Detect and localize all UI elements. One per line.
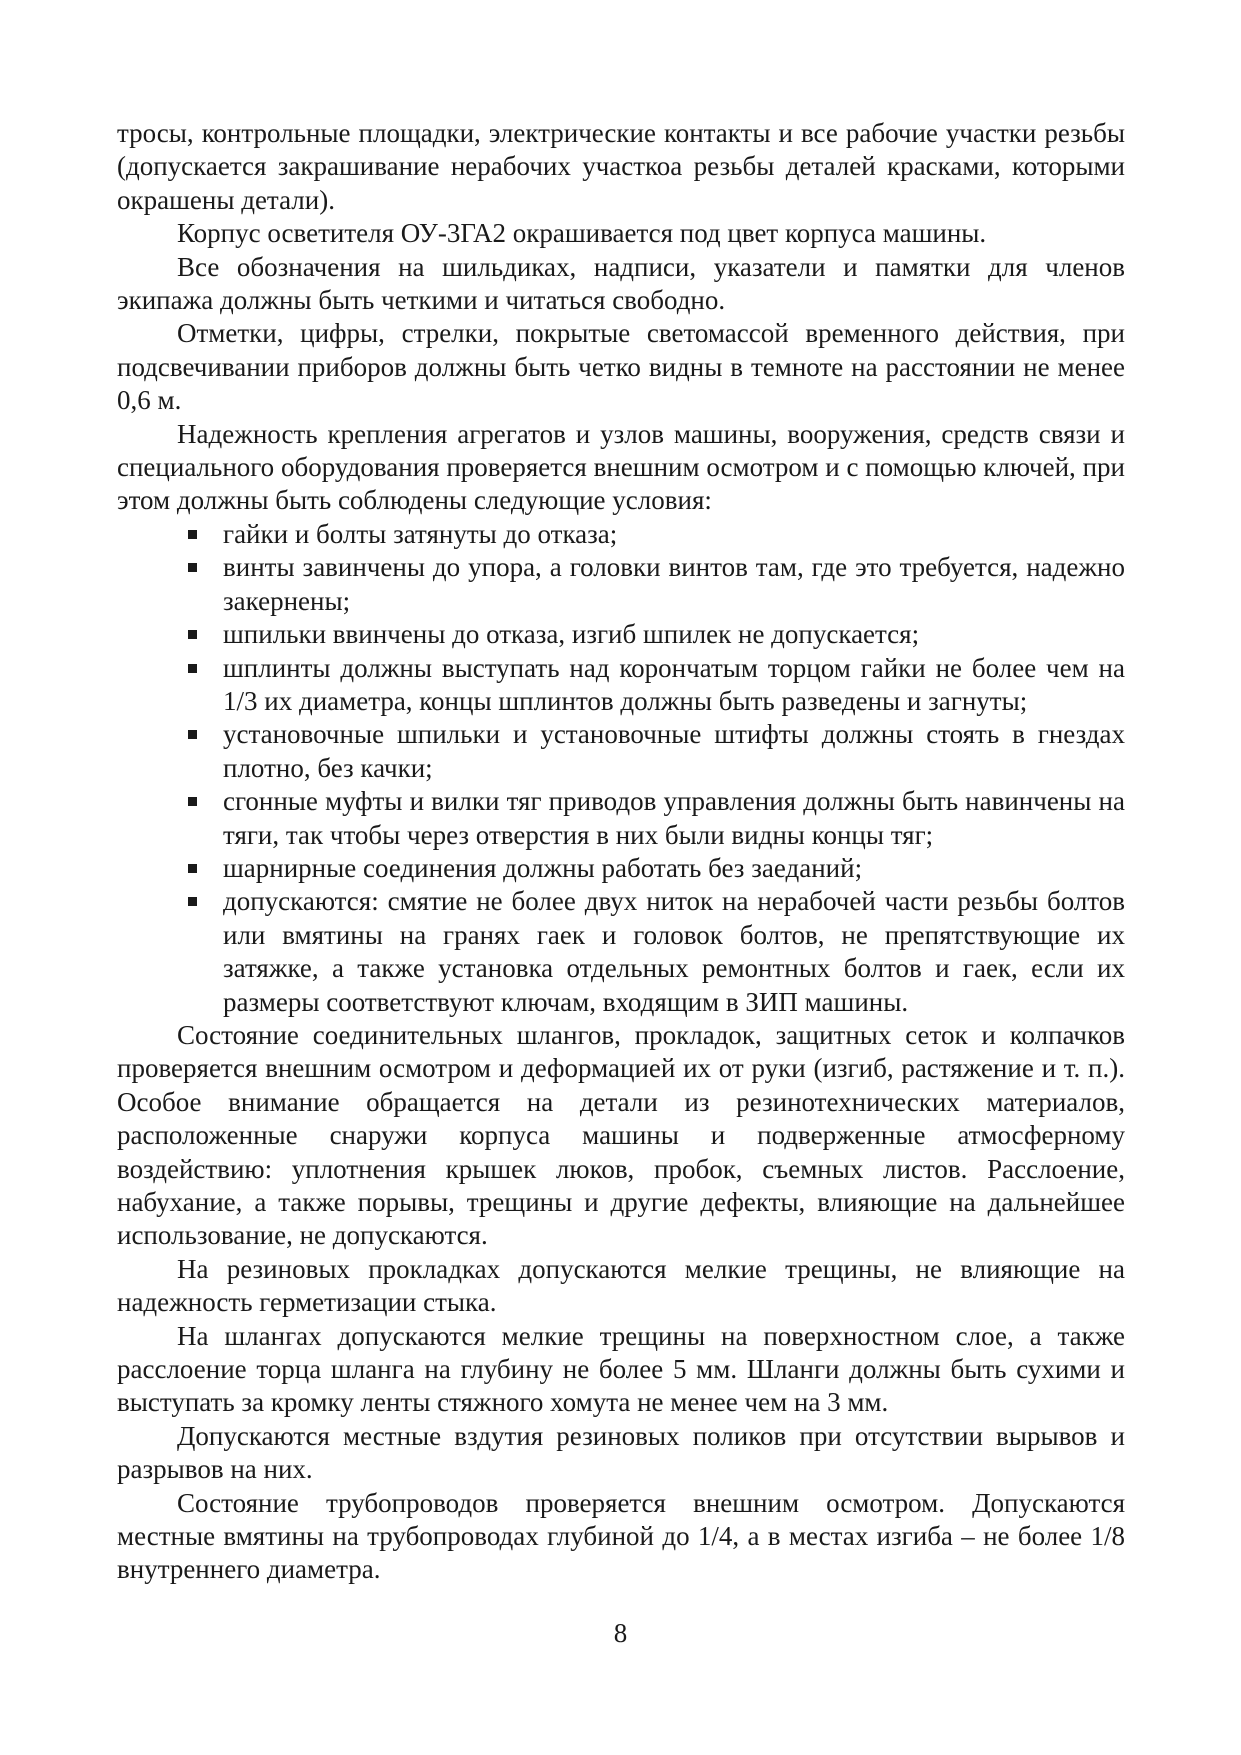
paragraph-housing-color: Корпус осветителя ОУ-3ГА2 окрашивается под цвет корпуса машины. (177, 218, 987, 249)
body-text (117, 117, 1125, 1587)
paragraph-rubber-gaskets: На резиновых прокладках допускаются мелкие трещины, не влияющие на надежность герметизации стыка. (117, 1253, 1125, 1318)
list-item (117, 885, 1125, 1019)
list-item-text: шпильки ввинчены до отказа, изгиб шпилек не допускается; (223, 619, 920, 650)
list-item-text: винты завинчены до упора, а головки винтов там, где это требуется, надежно закернены; (223, 552, 1125, 616)
list-item (117, 551, 1125, 618)
square-bullet-icon (188, 897, 197, 906)
paragraph-luminous-marks: Отметки, цифры, стрелки, покрытые светомассой временного действия, при подсвечивании приборов должны быть четко видны в темноте на расстоянии не менее 0,6 м. (117, 318, 1125, 416)
square-bullet-icon (188, 864, 197, 873)
paragraph-hoses-cracks: На шлангах допускаются мелкие трещины на поверхностном слое, а также расслоение торца шланга на глубину не более 5 мм. Шланги должны быть сухими и выступать за кромку ленты стяжного хомута не менее чем на 3 мм. (117, 1320, 1125, 1418)
conditions-list (117, 518, 1125, 1019)
square-bullet-icon (188, 630, 197, 639)
list-item (117, 518, 1125, 551)
list-item (117, 652, 1125, 719)
list-item (117, 852, 1125, 885)
paragraph-rubber-mats: Допускаются местные вздутия резиновых поликов при отсутствии вырывов и разрывов на них. (117, 1420, 1125, 1485)
list-item-text: установочные шпильки и установочные штифты должны стоять в гнездах плотно, без качки; (223, 719, 1125, 783)
square-bullet-icon (188, 730, 197, 739)
list-item-text: допускаются: смятие не более двух ниток на нерабочей части резьбы болтов или вмятины на гранях гаек и головок болтов, не препятствующие их затяжке, а также установка отдельных ремонтных болтов и гаек, если их размеры соответствуют ключам, входящим в ЗИП машины. (223, 886, 1125, 1017)
square-bullet-icon (188, 664, 197, 673)
paragraph-continued: тросы, контрольные площадки, электрические контакты и все рабочие участки резьбы (допускается закрашивание нерабочих участкоа резьбы деталей красками, которыми окрашены детали). (117, 118, 1125, 215)
list-item (117, 785, 1125, 852)
list-item-text: шплинты должны выступать над корончатым торцом гайки не более чем на 1/3 их диаметра, концы шплинтов должны быть разведены и загнуты; (223, 652, 1125, 716)
list-item-text: шарнирные соединения должны работать без заеданий; (223, 852, 863, 883)
paragraph-labels: Все обозначения на шильдиках, надписи, указатели и памятки для членов экипажа должны быть четкими и читаться свободно. (117, 251, 1125, 316)
list-item (117, 718, 1125, 785)
square-bullet-icon (188, 563, 197, 572)
list-item-text: гайки и болты затянуты до отказа; (223, 518, 618, 549)
paragraph-pipelines: Состояние трубопроводов проверяется внешним осмотром. Допускаются местные вмятины на трубопроводах глубиной до 1/4, а в местах изгиба – не более 1/8 внутреннего диаметра. (117, 1487, 1125, 1585)
paragraph-hoses-gaskets: Состояние соединительных шлангов, прокладок, защитных сеток и колпачков проверяется внешним осмотром и деформацией их от руки (изгиб, растяжение и т. п.). Особое внимание обращается на детали из резинотехнических материалов, расположенные снаружи корпуса машины и подверженные атмосферному воздействию: уплотнения крышек люков, пробок, съемных листов. Расслоение, набухание, а также порывы, трещины и другие дефекты, влияющие на дальнейшее использование, не допускаются. (117, 1019, 1125, 1251)
list-item-text: сгонные муфты и вилки тяг приводов управления должны быть навинчены на тяги, так чтобы через отверстия в них были видны концы тяг; (223, 786, 1125, 850)
page-number: 8 (613, 1618, 628, 1648)
square-bullet-icon (188, 797, 197, 806)
list-item (117, 618, 1125, 651)
paragraph-fastening-check: Надежность крепления агрегатов и узлов машины, вооружения, средств связи и специального оборудования проверяется внешним осмотром и с помощью ключей, при этом должны быть соблюдены следующие условия: (117, 418, 1125, 516)
square-bullet-icon (188, 530, 197, 539)
